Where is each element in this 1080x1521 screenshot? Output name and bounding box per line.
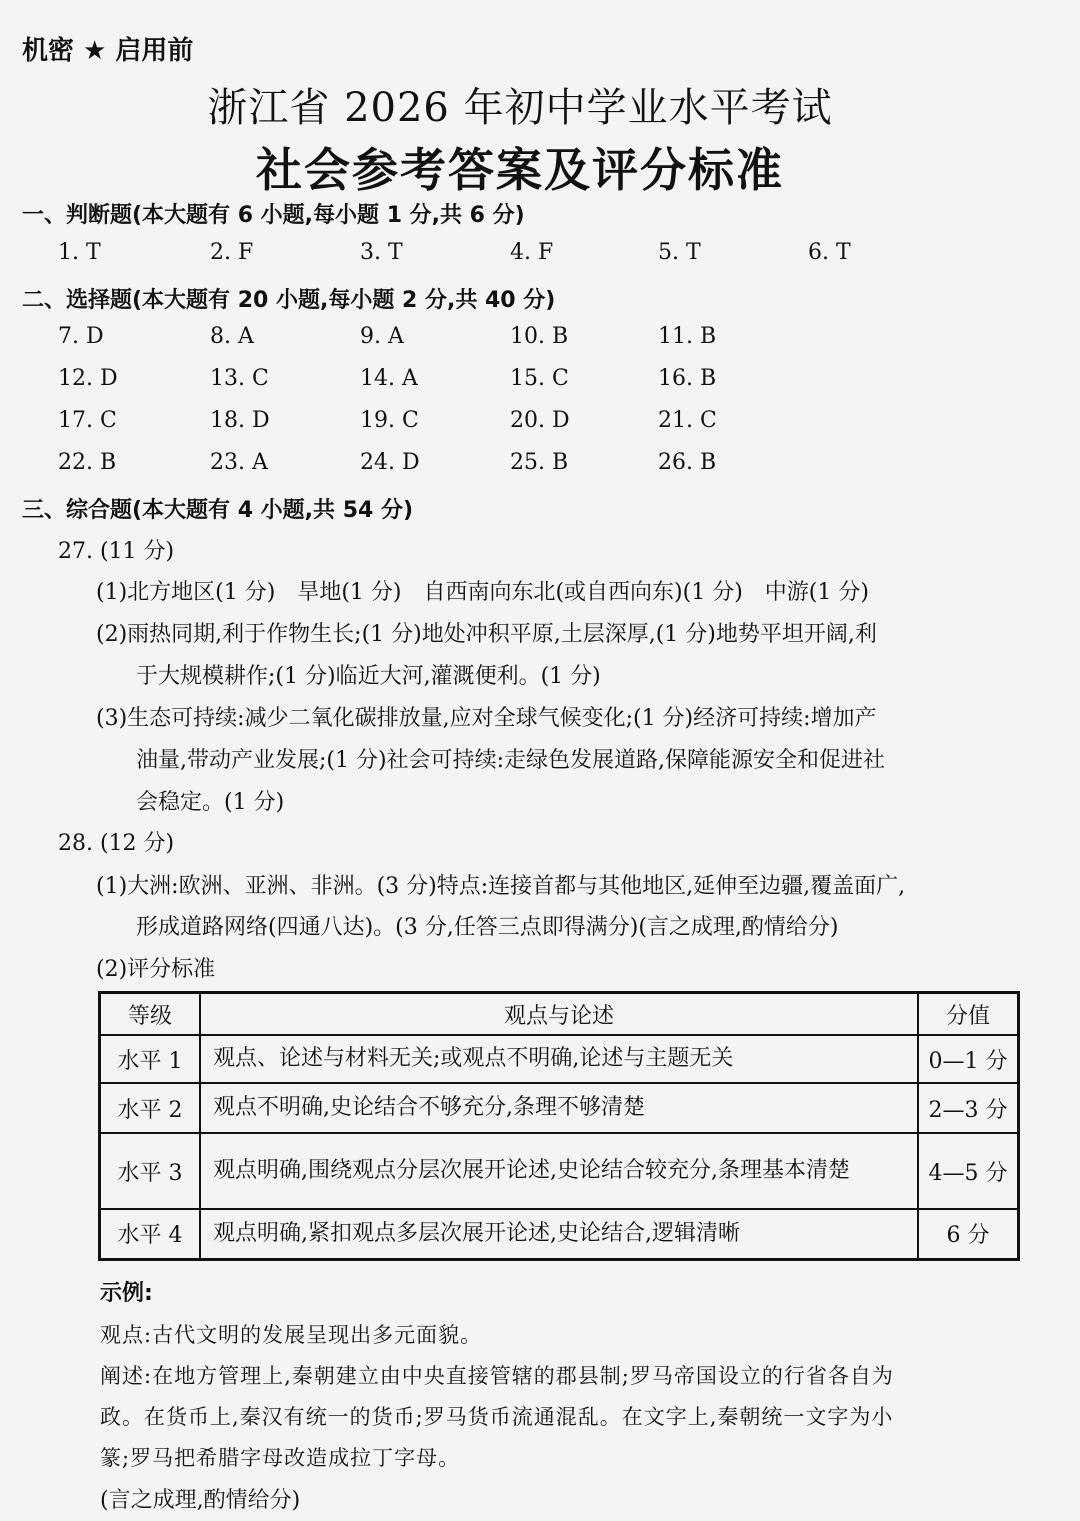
score-cell: 4—5 分 [918, 1133, 1019, 1209]
answer-item: 21. C [658, 408, 717, 433]
q27-part3-line: 会稳定。(1 分) [136, 790, 285, 815]
section1-heading: 一、判断题(本大题有 6 小题,每小题 1 分,共 6 分) [22, 203, 525, 228]
q28-label: 28. (12 分) [58, 831, 175, 856]
answer-item: 20. D [510, 408, 570, 433]
section2-heading: 二、选择题(本大题有 20 小题,每小题 2 分,共 40 分) [22, 288, 556, 313]
answer-item: 15. C [510, 366, 569, 391]
example-exposition-line: 阐述:在地方管理上,秦朝建立由中央直接管辖的郡县制;罗马帝国设立的行省各自为 [100, 1364, 894, 1388]
score-cell: 6 分 [918, 1209, 1019, 1259]
answer-item: 19. C [360, 408, 419, 433]
example-view: 观点:古代文明的发展呈现出多元面貌。 [100, 1323, 483, 1347]
desc-cell: 观点、论述与材料无关;或观点不明确,论述与主题无关 [200, 1035, 918, 1083]
answer-item: 5. T [658, 240, 701, 265]
desc-cell: 观点不明确,史论结合不够充分,条理不够清楚 [200, 1083, 918, 1133]
q28-part1-line: 形成道路网络(四通八达)。(3 分,任答三点即得满分)(言之成理,酌情给分) [136, 915, 839, 940]
grading-note: (言之成理,酌情给分) [100, 1488, 301, 1513]
doc-title: 社会参考答案及评分标准 [256, 143, 784, 197]
answer-item: 25. B [510, 450, 569, 475]
q27-part2-line: 于大规模耕作;(1 分)临近大河,灌溉便利。(1 分) [136, 664, 601, 689]
q27-part2-line: (2)雨热同期,利于作物生长;(1 分)地处冲积平原,土层深厚,(1 分)地势平坦开阔,利 [96, 622, 877, 647]
answer-item: 1. T [58, 240, 101, 265]
answer-item: 23. A [210, 450, 268, 475]
level-cell: 水平 4 [100, 1209, 201, 1259]
q28-part2: (2)评分标准 [96, 957, 216, 982]
desc-cell: 观点明确,紧扣观点多层次展开论述,史论结合,逻辑清晰 [200, 1209, 918, 1259]
example-label: 示例: [100, 1281, 153, 1306]
answer-item: 7. D [58, 324, 104, 349]
level-cell: 水平 3 [100, 1133, 201, 1209]
answer-item: 11. B [658, 324, 717, 349]
answer-item: 8. A [210, 324, 254, 349]
answer-item: 14. A [360, 366, 418, 391]
level-cell: 水平 1 [100, 1035, 201, 1083]
table-row [100, 1035, 1019, 1083]
answer-item: 12. D [58, 366, 118, 391]
answer-item: 13. C [210, 366, 269, 391]
q27-label: 27. (11 分) [58, 539, 175, 564]
col-header-level: 等级 [100, 993, 201, 1036]
table-row [100, 1133, 1019, 1209]
score-cell: 2—3 分 [918, 1083, 1019, 1133]
answer-item: 6. T [808, 240, 851, 265]
table-header-row [100, 993, 1019, 1036]
desc-cell: 观点明确,围绕观点分层次展开论述,史论结合较充分,条理基本清楚 [200, 1133, 918, 1209]
q27-part1: (1)北方地区(1 分) 旱地(1 分) 自西南向东北(或自西向东)(1 分) 中游(1 分) [96, 580, 869, 605]
answer-item: 2. F [210, 240, 254, 265]
answer-item: 18. D [210, 408, 270, 433]
section3-heading: 三、综合题(本大题有 4 小题,共 54 分) [22, 498, 414, 523]
example-exposition-line: 政。在货币上,秦汉有统一的货币;罗马货币流通混乱。在文字上,秦朝统一文字为小 [100, 1405, 894, 1429]
col-header-desc: 观点与论述 [200, 993, 918, 1036]
level-cell: 水平 2 [100, 1083, 201, 1133]
answer-item: 3. T [360, 240, 403, 265]
col-header-score: 分值 [918, 993, 1019, 1036]
answer-item: 9. A [360, 324, 404, 349]
score-cell: 0—1 分 [918, 1035, 1019, 1083]
table-row [100, 1209, 1019, 1259]
answer-item: 17. C [58, 408, 117, 433]
q27-part3-line: (3)生态可持续:减少二氧化碳排放量,应对全球气候变化;(1 分)经济可持续:增加产 [96, 706, 877, 731]
scoring-table [98, 991, 1020, 1261]
exam-title: 浙江省 2026 年初中学业水平考试 [207, 85, 833, 131]
table-row [100, 1083, 1019, 1133]
answer-item: 4. F [510, 240, 554, 265]
answer-item: 26. B [658, 450, 717, 475]
answer-item: 24. D [360, 450, 420, 475]
answer-item: 16. B [658, 366, 717, 391]
answer-item: 10. B [510, 324, 569, 349]
confidential-header: 机密 ★ 启用前 [22, 36, 194, 66]
q28-part1-line: (1)大洲:欧洲、亚洲、非洲。(3 分)特点:连接首都与其他地区,延伸至边疆,覆盖面广, [96, 874, 906, 899]
answer-item: 22. B [58, 450, 117, 475]
example-exposition-line: 篆;罗马把希腊字母改造成拉丁字母。 [100, 1446, 461, 1470]
q27-part3-line: 油量,带动产业发展;(1 分)社会可持续:走绿色发展道路,保障能源安全和促进社 [136, 748, 885, 773]
